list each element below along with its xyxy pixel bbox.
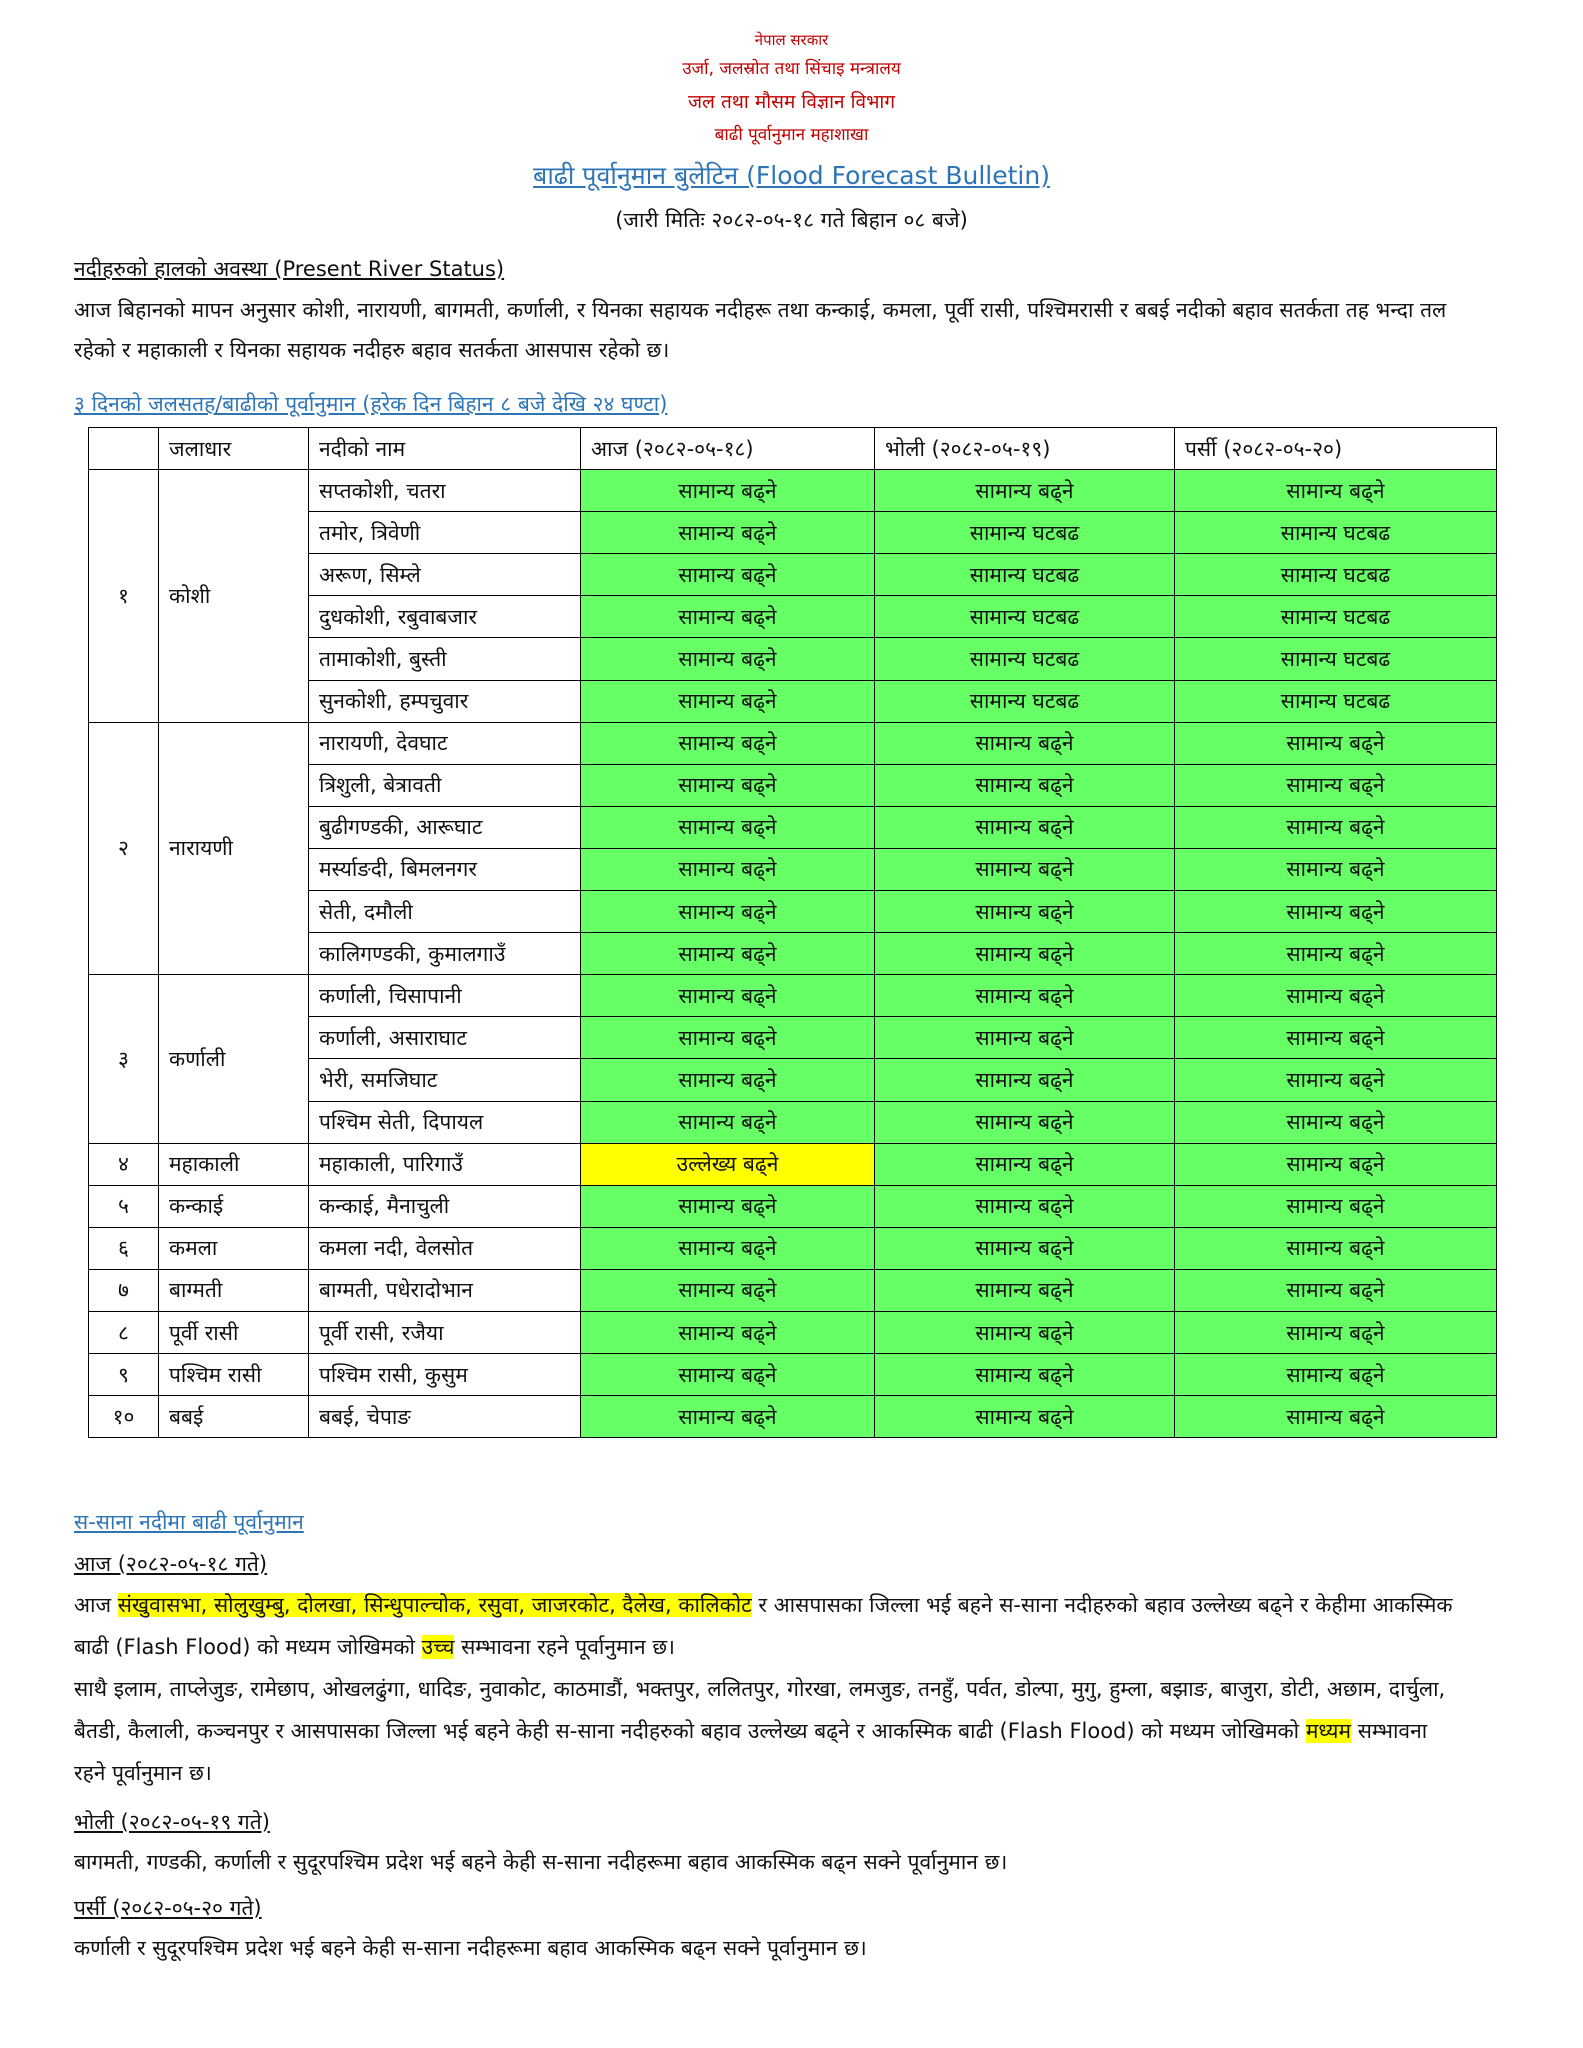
forecast-day-after-cell: सामान्य बढ्ने — [1175, 848, 1497, 890]
forecast-today-cell: सामान्य बढ्ने — [581, 848, 875, 890]
forecast-day-after-cell: सामान्य बढ्ने — [1175, 1059, 1497, 1101]
forecast-today-cell: सामान्य बढ्ने — [581, 1354, 875, 1396]
forecast-today-cell: सामान्य बढ्ने — [581, 722, 875, 764]
forecast-tomorrow-cell: सामान्य बढ्ने — [875, 806, 1175, 848]
tomorrow-forecast-text: बागमती, गण्डकी, कर्णाली र सुदूरपश्चिम प्रदेश भई बहने केही स-साना नदीहरूमा बहाव आकस्मिक बढ्न सक्ने पूर्वानुमान छ। — [74, 1850, 1008, 1874]
forecast-today-cell: सामान्य बढ्ने — [581, 1227, 875, 1269]
forecast-day-after-cell: सामान्य बढ्ने — [1175, 1227, 1497, 1269]
today-p2-pre: साथै इलाम, ताप्लेजुङ, रामेछाप, ओखलढुंगा, धादिङ, नुवाकोट, काठमाडौं, भक्तपुर, ललितपुर, गोरखा, लमजुङ, तनहुँ, पर्वत, डोल्पा, मुगु, हुम्ला, बझाङ, बाजुरा, डोटी, अछाम, दार्चुला, बैतडी, कैलाली, कञ्चनपुर र आसपासका जिल्ला भई बहने केही स-साना नदीहरुको बहाव उल्लेख्य बढ्ने र आकस्मिक बाढी (Flash Flood) को मध्यम जोखिमको — [74, 1677, 1446, 1743]
basin-number-cell: ६ — [89, 1227, 159, 1269]
table-row — [89, 1143, 1497, 1185]
forecast-day-after-cell: सामान्य घटबढ — [1175, 680, 1497, 722]
basin-number-cell: ९ — [89, 1354, 159, 1396]
forecast-tomorrow-cell: सामान्य बढ्ने — [875, 1269, 1175, 1311]
org-line-department: जल तथा मौसम विज्ञान विभाग — [687, 91, 896, 113]
station-name-cell: दुधकोशी, रबुवाबजार — [309, 596, 581, 638]
forecast-day-after-cell: सामान्य बढ्ने — [1175, 1101, 1497, 1143]
station-name-cell: भेरी, समजिघाट — [309, 1059, 581, 1101]
today-risk-level-high: उच्च — [421, 1635, 455, 1659]
forecast-day-after-cell: सामान्य बढ्ने — [1175, 806, 1497, 848]
station-name-cell: बुढीगण्डकी, आरूघाट — [309, 806, 581, 848]
basin-name-cell: बाग्मती — [159, 1269, 309, 1311]
station-name-cell: तामाकोशी, बुस्ती — [309, 638, 581, 680]
station-name-cell: महाकाली, पारिगाउँ — [309, 1143, 581, 1185]
basin-number-cell: ३ — [89, 975, 159, 1143]
forecast-today-cell: सामान्य बढ्ने — [581, 1269, 875, 1311]
table-row — [89, 1354, 1497, 1396]
station-name-cell: कर्णाली, असाराघाट — [309, 1017, 581, 1059]
table-row — [89, 1185, 1497, 1227]
forecast-today-cell: सामान्य बढ्ने — [581, 764, 875, 806]
forecast-tomorrow-cell: सामान्य घटबढ — [875, 512, 1175, 554]
forecast-tomorrow-cell: सामान्य बढ्ने — [875, 933, 1175, 975]
station-name-cell: बाग्मती, पधेरादोभान — [309, 1269, 581, 1311]
forecast-day-after-cell: सामान्य बढ्ने — [1175, 933, 1497, 975]
forecast-today-cell: सामान्य बढ्ने — [581, 512, 875, 554]
basin-name-cell: कन्काई — [159, 1185, 309, 1227]
col-header-today: आज (२०८२-०५-१८) — [581, 428, 875, 470]
col-header-no — [89, 428, 159, 470]
table-row — [89, 1269, 1497, 1311]
present-status-text: आज बिहानको मापन अनुसार कोशी, नारायणी, बागमती, कर्णाली, र यिनका सहायक नदीहरू तथा कन्काई, कमला, पूर्वी रासी, पश्चिमरासी र बबई नदीको बहाव सतर्कता तह भन्दा तल रहेको र महाकाली र यिनका सहायक नदीहरु बहाव सतर्कता आसपास रहेको छ। — [74, 298, 1447, 362]
today-risk-level-medium: मध्यम — [1305, 1719, 1352, 1743]
forecast-day-after-cell: सामान्य बढ्ने — [1175, 764, 1497, 806]
small-rivers-heading: स-साना नदीमा बाढी पूर्वानुमान — [74, 1510, 304, 1534]
day-after-forecast-text: कर्णाली र सुदूरपश्चिम प्रदेश भई बहने केही स-साना नदीहरूमा बहाव आकस्मिक बढ्न सक्ने पूर्वानुमान छ। — [74, 1936, 867, 1960]
today-p2-post: सम्भावना रहने पूर्वानुमान छ। — [74, 1719, 1428, 1785]
basin-number-cell: २ — [89, 722, 159, 975]
day-after-heading: पर्सी (२०८२-०५-२० गते) — [74, 1896, 262, 1920]
forecast-today-cell: सामान्य बढ्ने — [581, 891, 875, 933]
station-name-cell: बबई, चेपाङ — [309, 1396, 581, 1438]
station-name-cell: तमोर, त्रिवेणी — [309, 512, 581, 554]
table-header-row — [89, 428, 1497, 470]
forecast-tomorrow-cell: सामान्य बढ्ने — [875, 1185, 1175, 1227]
table-row — [89, 1311, 1497, 1353]
basin-number-cell: ५ — [89, 1185, 159, 1227]
col-header-basin: जलाधार — [159, 428, 309, 470]
forecast-today-cell: सामान्य बढ्ने — [581, 680, 875, 722]
station-name-cell: सुनकोशी, हम्पचुवार — [309, 680, 581, 722]
station-name-cell: कमला नदी, वेलसोत — [309, 1227, 581, 1269]
forecast-tomorrow-cell: सामान्य बढ्ने — [875, 722, 1175, 764]
present-status-heading: नदीहरुको हालको अवस्था (Present River Status) — [74, 257, 505, 281]
tomorrow-heading: भोली (२०८२-०५-१९ गते) — [74, 1810, 270, 1834]
forecast-tomorrow-cell: सामान्य बढ्ने — [875, 1396, 1175, 1438]
bulletin-title: बाढी पूर्वानुमान बुलेटिन (Flood Forecast Bulletin) — [533, 161, 1050, 190]
forecast-tomorrow-cell: सामान्य घटबढ — [875, 596, 1175, 638]
forecast-tomorrow-cell: सामान्य बढ्ने — [875, 470, 1175, 512]
basin-number-cell: १० — [89, 1396, 159, 1438]
org-line-government: नेपाल सरकार — [754, 31, 829, 49]
forecast-today-cell: सामान्य बढ्ने — [581, 1017, 875, 1059]
station-name-cell: पश्चिम रासी, कुसुम — [309, 1354, 581, 1396]
table-row — [89, 975, 1497, 1017]
forecast-today-cell: सामान्य बढ्ने — [581, 1101, 875, 1143]
forecast-today-cell: सामान्य बढ्ने — [581, 554, 875, 596]
col-header-tomorrow: भोली (२०८२-०५-१९) — [875, 428, 1175, 470]
forecast-day-after-cell: सामान्य बढ्ने — [1175, 975, 1497, 1017]
table-row — [89, 1396, 1497, 1438]
forecast-tomorrow-cell: सामान्य घटबढ — [875, 680, 1175, 722]
forecast-table — [88, 427, 1497, 1438]
today-p1-post: सम्भावना रहने पूर्वानुमान छ। — [461, 1635, 676, 1659]
forecast-day-after-cell: सामान्य बढ्ने — [1175, 1396, 1497, 1438]
issue-date: (जारी मितिः २०८२-०५-१८ गते बिहान ०८ बजे) — [615, 208, 968, 232]
forecast-day-after-cell: सामान्य घटबढ — [1175, 596, 1497, 638]
forecast-tomorrow-cell: सामान्य घटबढ — [875, 554, 1175, 596]
station-name-cell: मर्स्याङदी, बिमलनगर — [309, 848, 581, 890]
forecast-today-cell: सामान्य बढ्ने — [581, 806, 875, 848]
table-row — [89, 470, 1497, 512]
forecast-day-after-cell: सामान्य बढ्ने — [1175, 1354, 1497, 1396]
forecast-today-cell: सामान्य बढ्ने — [581, 638, 875, 680]
forecast-day-after-cell: सामान्य बढ्ने — [1175, 722, 1497, 764]
forecast-tomorrow-cell: सामान्य बढ्ने — [875, 1354, 1175, 1396]
forecast-tomorrow-cell: सामान्य बढ्ने — [875, 1143, 1175, 1185]
forecast-day-after-cell: सामान्य घटबढ — [1175, 638, 1497, 680]
forecast-tomorrow-cell: सामान्य बढ्ने — [875, 1017, 1175, 1059]
basin-name-cell: बबई — [159, 1396, 309, 1438]
forecast-tomorrow-cell: सामान्य बढ्ने — [875, 1101, 1175, 1143]
org-line-division: बाढी पूर्वानुमान महाशाखा — [714, 125, 869, 145]
table-row — [89, 722, 1497, 764]
station-name-cell: पश्चिम सेती, दिपायल — [309, 1101, 581, 1143]
today-high-risk-districts: संखुवासभा, सोलुखुम्बु, दोलखा, सिन्धुपाल्चोक, रसुवा, जाजरकोट, दैलेख, कालिकोट — [117, 1593, 752, 1617]
forecast-day-after-cell: सामान्य घटबढ — [1175, 512, 1497, 554]
forecast-tomorrow-cell: सामान्य बढ्ने — [875, 975, 1175, 1017]
forecast-tomorrow-cell: सामान्य बढ्ने — [875, 848, 1175, 890]
forecast-tomorrow-cell: सामान्य बढ्ने — [875, 1227, 1175, 1269]
forecast-tomorrow-cell: सामान्य घटबढ — [875, 638, 1175, 680]
col-header-station: नदीको नाम — [309, 428, 581, 470]
forecast-tomorrow-cell: सामान्य बढ्ने — [875, 1059, 1175, 1101]
forecast-day-after-cell: सामान्य बढ्ने — [1175, 1269, 1497, 1311]
forecast-today-cell: सामान्य बढ्ने — [581, 975, 875, 1017]
forecast-today-cell: सामान्य बढ्ने — [581, 933, 875, 975]
today-forecast-paragraph-2 — [74, 1668, 1464, 1794]
forecast-day-after-cell: सामान्य बढ्ने — [1175, 1017, 1497, 1059]
basin-name-cell: पश्चिम रासी — [159, 1354, 309, 1396]
forecast-day-after-cell: सामान्य बढ्ने — [1175, 470, 1497, 512]
basin-number-cell: ८ — [89, 1311, 159, 1353]
basin-name-cell: पूर्वी रासी — [159, 1311, 309, 1353]
station-name-cell: पूर्वी रासी, रजैया — [309, 1311, 581, 1353]
forecast-table-body — [89, 470, 1497, 1438]
basin-number-cell: ४ — [89, 1143, 159, 1185]
station-name-cell: कालिगण्डकी, कुमालगाउँ — [309, 933, 581, 975]
forecast-today-cell: सामान्य बढ्ने — [581, 470, 875, 512]
forecast-day-after-cell: सामान्य बढ्ने — [1175, 1185, 1497, 1227]
today-p1-mid: र आसपासका जिल्ला भई बहने स-साना नदीहरुको बहाव उल्लेख्य बढ्ने र केहीमा आकस्मिक बाढी (Flash Flood) को मध्यम जोखिमको — [74, 1593, 1453, 1659]
forecast-today-cell: सामान्य बढ्ने — [581, 1059, 875, 1101]
today-heading: आज (२०८२-०५-१८ गते) — [74, 1552, 268, 1576]
forecast-day-after-cell: सामान्य घटबढ — [1175, 554, 1497, 596]
today-p1-pre: आज — [74, 1593, 112, 1617]
basin-name-cell: कोशी — [159, 470, 309, 723]
basin-name-cell: नारायणी — [159, 722, 309, 975]
forecast-tomorrow-cell: सामान्य बढ्ने — [875, 764, 1175, 806]
forecast-today-cell: उल्लेख्य बढ्ने — [581, 1143, 875, 1185]
forecast-today-cell: सामान्य बढ्ने — [581, 1185, 875, 1227]
table-row — [89, 1227, 1497, 1269]
station-name-cell: सेती, दमौली — [309, 891, 581, 933]
basin-name-cell: कर्णाली — [159, 975, 309, 1143]
forecast-tomorrow-cell: सामान्य बढ्ने — [875, 891, 1175, 933]
basin-number-cell: १ — [89, 470, 159, 723]
station-name-cell: अरूण, सिम्ले — [309, 554, 581, 596]
forecast-day-after-cell: सामान्य बढ्ने — [1175, 1143, 1497, 1185]
org-line-ministry: उर्जा, जलस्रोत तथा सिंचाइ मन्त्रालय — [682, 59, 901, 79]
station-name-cell: नारायणी, देवघाट — [309, 722, 581, 764]
forecast-day-after-cell: सामान्य बढ्ने — [1175, 1311, 1497, 1353]
forecast-today-cell: सामान्य बढ्ने — [581, 1396, 875, 1438]
forecast-heading: ३ दिनको जलसतह/बाढीको पूर्वानुमान (हरेक दिन बिहान ८ बजे देखि २४ घण्टा) — [74, 392, 668, 416]
forecast-tomorrow-cell: सामान्य बढ्ने — [875, 1311, 1175, 1353]
basin-name-cell: महाकाली — [159, 1143, 309, 1185]
basin-number-cell: ७ — [89, 1269, 159, 1311]
station-name-cell: त्रिशुली, बेत्रावती — [309, 764, 581, 806]
forecast-day-after-cell: सामान्य बढ्ने — [1175, 891, 1497, 933]
basin-name-cell: कमला — [159, 1227, 309, 1269]
forecast-today-cell: सामान्य बढ्ने — [581, 1311, 875, 1353]
col-header-day-after: पर्सी (२०८२-०५-२०) — [1175, 428, 1497, 470]
today-forecast-paragraph-1 — [74, 1584, 1464, 1668]
station-name-cell: कर्णाली, चिसापानी — [309, 975, 581, 1017]
forecast-today-cell: सामान्य बढ्ने — [581, 596, 875, 638]
station-name-cell: सप्तकोशी, चतरा — [309, 470, 581, 512]
station-name-cell: कन्काई, मैनाचुली — [309, 1185, 581, 1227]
